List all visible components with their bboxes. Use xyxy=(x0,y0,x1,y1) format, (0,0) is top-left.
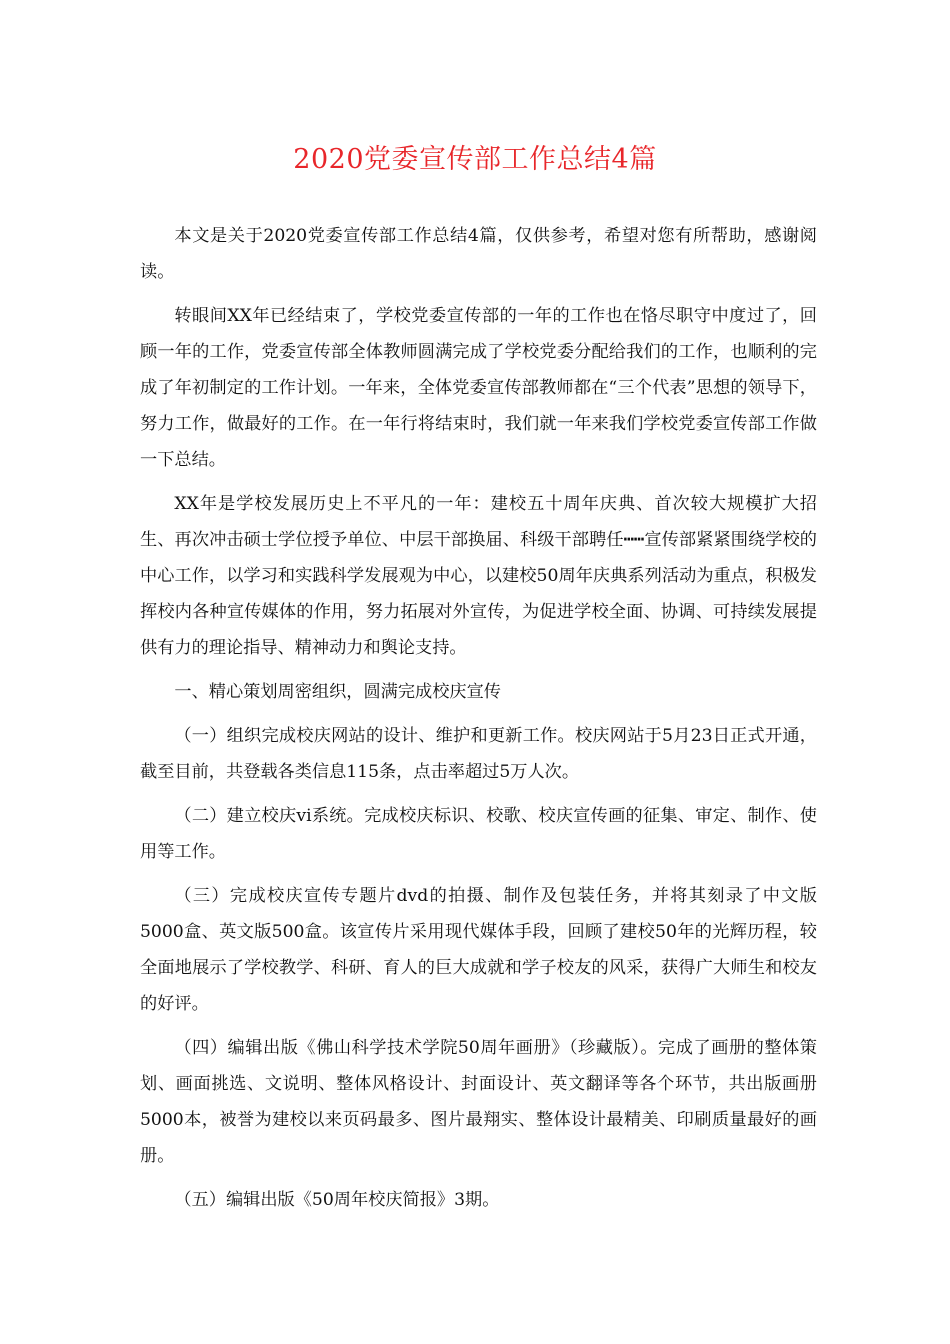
paragraph-review: 转眼间XX年已经结束了，学校党委宣传部的一年的工作也在恪尽职守中度过了，回顾一年的工作，党委宣传部全体教师圆满完成了学校党委分配给我们的工作，也顺利的完成了年初制定的工作计划。一年来，全体党委宣传部教师都在“三个代表”思想的领导下，努力工作，做最好的工作。在一年行将结束时，我们就一年来我们学校党委宣传部工作做一下总结。 xyxy=(140,306,817,470)
list-item: （五）编辑出版《50周年校庆简报》3期。 xyxy=(174,1190,500,1210)
section-heading-1: 一、精心策划周密组织，圆满完成校庆宣传 xyxy=(174,682,501,702)
paragraph-year-overview: XX年是学校发展历史上不平凡的一年：建校五十周年庆典、首次较大规模扩大招生、再次冲击硕士学位授予单位、中层干部换届、科级干部聘任┅┅宣传部紧紧围绕学校的中心工作，以学习和实践科学发展观为中心，以建校50周年庆典系列活动为重点，积极发挥校内各种宣传媒体的作用，努力拓展对外宣传，为促进学校全面、协调、可持续发展提供有力的理论指导、精神动力和舆论支持。 xyxy=(140,494,817,658)
list-item: （二）建立校庆vi系统。完成校庆标识、校歌、校庆宣传画的征集、审定、制作、使用等工作。 xyxy=(140,806,817,862)
list-item: （四）编辑出版《佛山科学技术学院50周年画册》（珍藏版）。完成了画册的整体策划、画面挑选、文说明、整体风格设计、封面设计、英文翻译等各个环节，共出版画册5000本，被誉为建校以来页码最多、图片最翔实、整体设计最精美、印刷质量最好的画册。 xyxy=(140,1038,817,1166)
document-title: 2020党委宣传部工作总结4篇 xyxy=(293,144,657,175)
document-body xyxy=(140,218,817,1226)
list-item: （三）完成校庆宣传专题片dvd的拍摄、制作及包装任务，并将其刻录了中文版5000盒、英文版500盒。该宣传片采用现代媒体手段，回顾了建校50年的光辉历程，较全面地展示了学校教学、科研、育人的巨大成就和学子校友的风采，获得广大师生和校友的好评。 xyxy=(140,886,817,1014)
intro-paragraph: 本文是关于2020党委宣传部工作总结4篇，仅供参考，希望对您有所帮助，感谢阅读。 xyxy=(140,226,817,282)
list-item: （一）组织完成校庆网站的设计、维护和更新工作。校庆网站于5月23日正式开通，截至目前，共登载各类信息115条，点击率超过5万人次。 xyxy=(140,726,817,782)
